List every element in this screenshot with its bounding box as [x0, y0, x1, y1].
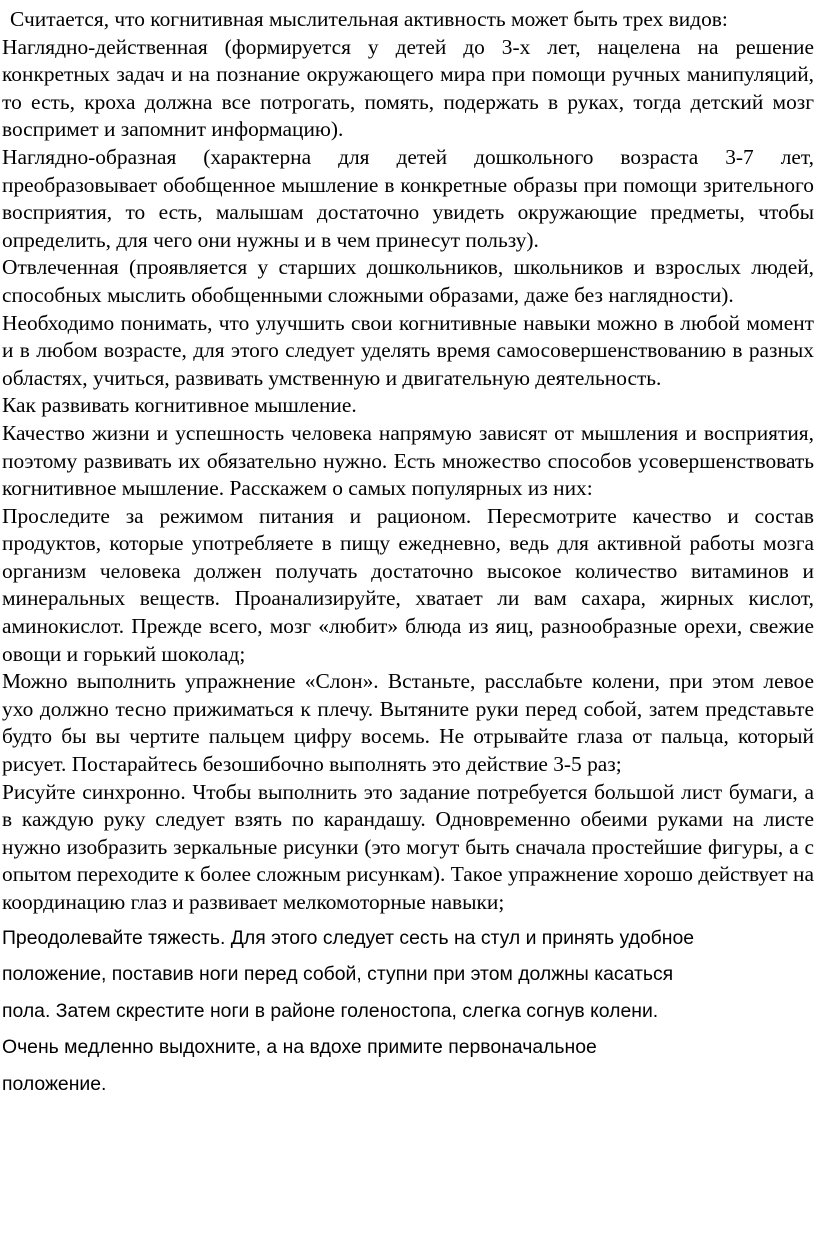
paragraph-abstract: Отвлеченная (проявляется у старших дошкольников, школьников и взрослых людей, способных мыслить обобщенными сложными образами, даже без наглядности).: [2, 255, 814, 307]
sans-line-1: Преодолевайте тяжесть. Для этого следует сесть на стул и принять удобное: [2, 926, 695, 949]
paragraph-improve: Необходимо понимать, что улучшить свои когнитивные навыки можно в любой момент и в любом возрасте, для этого следует уделять время самосовершенствованию в разных областях, учиться, развивать умственную и двигательную деятельность.: [2, 310, 814, 390]
paragraph-draw-synchronously: Рисуйте синхронно. Чтобы выполнить это задание потребуется большой лист бумаги, а в каждую руку следует взять по карандашу. Одновременно обеими руками на листе нужно изобразить зеркальные рисунки (это могут быть сначала простейшие фигуры, а с опытом переходите к более сложным рисункам). Такое упражнение хорошо действует на координацию глаз и развивает мелкомоторные навыки;: [2, 779, 814, 914]
sans-line-4: Очень медленно выдохните, а на вдохе примите первоначальное: [2, 1036, 597, 1059]
paragraph-elephant-exercise: Можно выполнить упражнение «Слон». Встаньте, расслабьте колени, при этом левое ухо должно тесно прижиматься к плечу. Вытяните руки перед собой, затем представьте будто бы вы чертите пальцем цифру восемь. Не отрывайте глаза от пальца, который рисует. Постарайтесь безошибочно выполнять это действие 3-5 раз;: [2, 669, 814, 777]
sans-text-block: [2, 920, 814, 1103]
serif-text-block: [2, 6, 814, 917]
paragraph-quality-of-life: Качество жизни и успешность человека напрямую зависят от мышления и восприятия, поэтому развивать их обязательно нужно. Есть множество способов усовершенствовать когнитивное мышление. Расскажем о самых популярных из них:: [2, 420, 814, 501]
sans-line-5: положение.: [2, 1072, 107, 1095]
sans-line-2: положение, поставив ноги перед собой, ступни при этом должны касаться: [2, 963, 674, 986]
paragraph-visual-action: Наглядно-действенная (формируется у детей до 3-х лет, нацелена на решение конкретных задач и на познание окружающего мира при помощи ручных манипуляций, то есть, кроха должна все потрогать, помять, подержать в руках, тогда детский мозг воспримет и запомнит информацию).: [2, 34, 814, 142]
sans-line-3: пола. Затем скрестите ноги в районе голеностопа, слегка согнув колени.: [2, 999, 659, 1022]
paragraph-nutrition: Проследите за режимом питания и рационом. Пересмотрите качество и состав продуктов, которые употребляете в пищу ежедневно, ведь для активной работы мозга организм человека должен получать достаточно высокое количество витаминов и минеральных веществ. Проанализируйте, хватает ли вам сахара, жирных кислот, аминокислот. Прежде всего, мозг «любит» блюда из яиц, разнообразные орехи, свежие овощи и горький шоколад;: [2, 503, 814, 666]
paragraph-heading-how: Как развивать когнитивное мышление.: [2, 393, 357, 418]
paragraph-visual-figurative: Наглядно-образная (характерна для детей дошкольного возраста 3-7 лет, преобразовывает обобщенное мышление в конкретные образы при помощи зрительного восприятия, то есть, малышам достаточно увидеть окружающие предметы, чтобы определить, для чего они нужны и в чем принесут пользу).: [2, 144, 814, 252]
paragraph-intro: Считается, что когнитивная мыслительная активность может быть трех видов:: [10, 7, 728, 31]
